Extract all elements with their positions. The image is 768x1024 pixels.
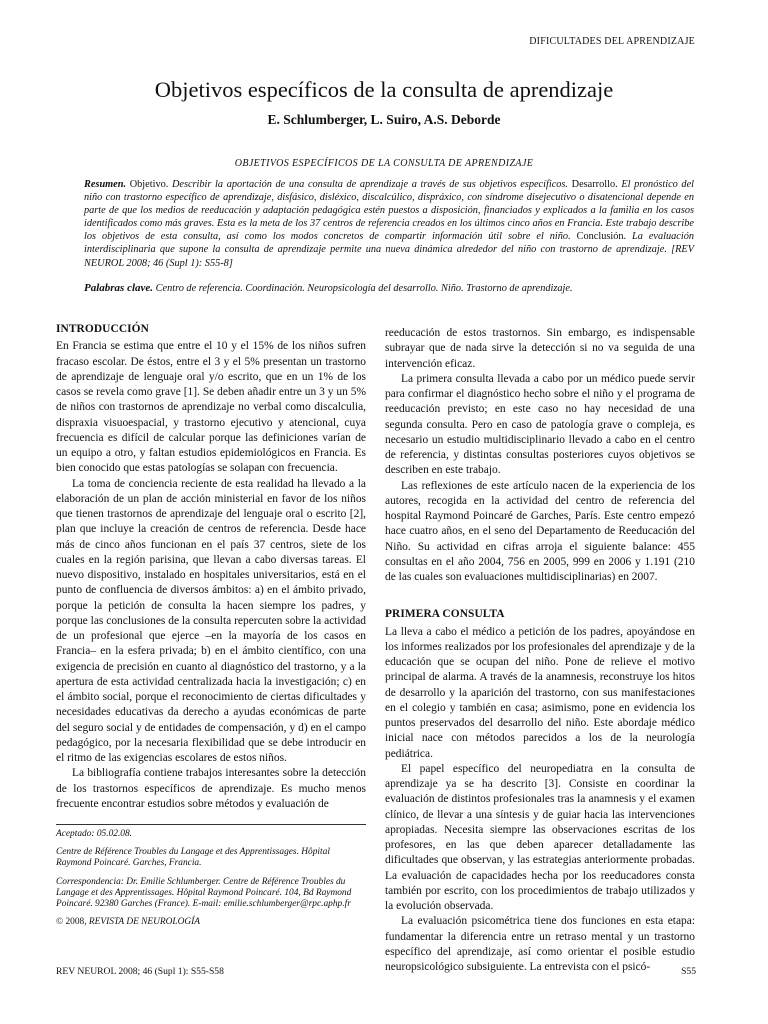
- objetivo-label: Objetivo.: [129, 179, 169, 190]
- correspondence: [56, 877, 366, 911]
- paragraph: Las reflexiones de este artículo nacen de la experiencia de los autores, recogida en la actividad del centro de referencia del hospital Raymond Poincaré de Garches, París. Este centro empezó hace cuatro años, en el seno del Departamento de Reeducación del Niño. Su actividad en cifras arroja el siguiente balance: 455 consultas en el año 2004, 756 en 2005, 999 en 2006 y 1.191 (210 de las cuales son evaluaciones multidisciplinarias) en 2007.: [385, 479, 695, 583]
- copyright-journal: REVISTA DE NEUROLOGÍA: [88, 917, 201, 928]
- paragraph: reeducación de estos trastornos. Sin embargo, es indispensable subrayar que de nada sirve la detección si no va seguida de una intervención eficaz.: [385, 327, 695, 370]
- right-column: [385, 326, 695, 975]
- footer-citation: REV NEUROL 2008; 46 (Supl 1): S55-S58: [56, 966, 224, 977]
- correspondence-text: Correspondencia: Dr. Emilie Schlumberger. Centre de Référence Troubles du Langage et des Apprentissages. Hôpital Raymond Poincaré. 104, Bd Raymond Poincaré. 92380 Garches (France). E-mail: emilie.schlumberger@rpc.aphp.fr: [56, 876, 352, 910]
- desarrollo-text: El pronóstico del niño con trastorno específico de aprendizaje, disfásico, disléxico, discalcúlico, dispráxico, con síndrome disejecutivo o disatencional depende en parte de que los medios de reeducación y adaptación pedagógica estén puestos a disposición, financiados y explicados a la familia en los casos identificados como más graves. Esta es la meta de los 37 centros de referencia creados en los últimos cinco años en Francia. Este trabajo describe los objetivos de esta consulta, así como los modos concretos de compartir información útil sobre el niño.: [84, 179, 695, 243]
- conclusion-text: La evaluación interdisciplinaria que supone la consulta de aprendizaje permite una nueva dinámica alrededor del niño con trastorno de aprendizaje. [REV NEUROL 2008; 46 (Supl 1): S55-8]: [84, 231, 695, 269]
- left-column: [56, 322, 366, 812]
- copyright-year: © 2008,: [56, 917, 87, 928]
- paragraph: La lleva a cabo el médico a petición de los padres, apoyándose en los informes realizados por los profesionales del aprendizaje y de la educación que se ocupan del niño. Pone de relieve el motivo principal de alarma. A través de la anamnesis, reconstruye los hitos de desarrollo y la aparición del trastorno, con sus manifestaciones en el colegio y también en casa; asimismo, pone en evidencia los puntos preservados del desarrollo del niño. Este abordaje médico inicial nace con métodos parecidos a los de la neurología pediátrica.: [385, 625, 695, 760]
- footnotes: [56, 824, 366, 935]
- conclusion-label: Conclusión.: [576, 231, 627, 243]
- article-title: Objetivos específicos de la consulta de aprendizaje: [154, 77, 614, 103]
- desarrollo-label: Desarrollo.: [571, 179, 618, 190]
- running-head: DIFICULTADES DEL APRENDIZAJE: [529, 36, 695, 47]
- section-heading-introduccion: INTRODUCCIÓN: [56, 323, 149, 335]
- affiliation: Centre de Référence Troubles du Langage et des Apprentissages. Hôpital Raymond Poincaré. Garches, Francia.: [56, 847, 330, 869]
- copyright: [56, 917, 366, 928]
- resumen-label: Resumen.: [84, 179, 127, 190]
- abstract-heading: OBJETIVOS ESPECÍFICOS DE LA CONSULTA DE APRENDIZAJE: [234, 158, 534, 169]
- abstract: [84, 178, 694, 270]
- paragraph: La primera consulta llevada a cabo por un médico puede servir para confirmar el diagnóstico hecho sobre el niño y el programa de reeducación previsto; en este caso no hay necesidad de una segunda consulta. Pero en caso de patología grave o compleja, es necesario un estudio multidisciplinario llevado a cabo en el centro de referencia, y distintas consultas posteriores cuyos objetivos se describen en este trabajo.: [385, 372, 695, 477]
- paragraph: La evaluación psicométrica tiene dos funciones en esta etapa: fundamentar la diferencia entre un retraso mental y un trastorno específico del aprendizaje, así como orientar el posible estudio neuropsicológico subsiguiente. La entrevista con el psicó-: [385, 915, 695, 973]
- keywords-label: Palabras clave.: [84, 282, 154, 294]
- paragraph: La toma de conciencia reciente de esta realidad ha llevado a la elaboración de un plan de acción ministerial en favor de los niños que tienen trastornos de aprendizaje del lenguaje oral o escrito [2], plan que incluye la creación de centros de referencia. Desde hace más de cinco años funcionan en el país 37 centros, siete de los cuales en la región parisina, que llevan a cabo diversas tareas. El nuevo dispositivo, instalado en hospitales universitarios, está en el punto de confluencia de diversos ámbitos: a) en el ámbito privado, porque la petición de consulta la hacen siempre los padres, y porque las conclusiones de la consulta repercuten sobre la actividad de un profesional que ejerce –en la mayoría de los casos en Francia– en la esfera privada; b) en el ámbito científico, con una exigencia de precisión en cuanto al diagnóstico del trastorno, y a la apertura de esta actividad centralizada hacia la investigación; c) en el ámbito social, porque el reconocimiento de ciertas dificultades y necesidades educativas da derecho a ayudas económicas de parte del seguro social y de entidades de compensación, y d) en el campo pedagógico, por la necesaria flexibilidad que se debe introducir en el ritmo de las exigencias escolares de estos niños.: [56, 477, 366, 764]
- page-number: S55: [681, 966, 696, 977]
- keywords: [84, 282, 694, 295]
- section-heading-primera-consulta: PRIMERA CONSULTA: [385, 608, 505, 621]
- article-authors: E. Schlumberger, L. Suiro, A.S. Deborde: [267, 112, 501, 127]
- objetivo-text: Describir la aportación de una consulta de aprendizaje a través de sus objetivos específicos.: [171, 179, 569, 190]
- keywords-text: Centro de referencia. Coordinación. Neuropsicología del desarrollo. Niño. Trastorno de aprendizaje.: [155, 283, 573, 294]
- paragraph: La bibliografía contiene trabajos interesantes sobre la detección de los trastornos específicos de aprendizaje. Es mucho menos frecuente encontrar estudios sobre métodos y evaluación de: [56, 767, 366, 810]
- paragraph: En Francia se estima que entre el 10 y el 15% de los niños sufren fracaso escolar. De éstos, entre el 3 y el 5% presentan un trastorno de aprendizaje de lenguaje oral y/o escrito, que en un 1% de los casos se revela como grave [1]. Se deben añadir entre un 3 y un 5% de niños con trastornos de aprendizaje no verbal como discalculia, dispraxia visuoespacial, y trastorno ejecutivo y atencional, cuya frecuencia es difícil de calcular porque las definiciones varían de un equipo a otro, y faltan estudios epidemiológicos en Francia. Es bien conocido que estas patologías se solapan con frecuencia.: [56, 340, 366, 475]
- paragraph: El papel específico del neuropediatra en la consulta de aprendizaje ya se ha descrito [3]. Consiste en coordinar la evaluación de distintos profesionales tras la anamnesis y el examen clínico, de llevar a una síntesis y de guiar hacia las intervenciones apropiadas. Necesita siempre las observaciones escritas de los profesores, en las que deben aparecer detalladamente las dificultades que observan, y las estrategias anteriormente probadas. La evaluación de capacidades hecha por los reeducadores consta también por escrito, con los procedimientos de trabajo utilizados y la evolución observada.: [385, 762, 695, 912]
- accepted-date: Aceptado: 05.02.08.: [56, 829, 133, 839]
